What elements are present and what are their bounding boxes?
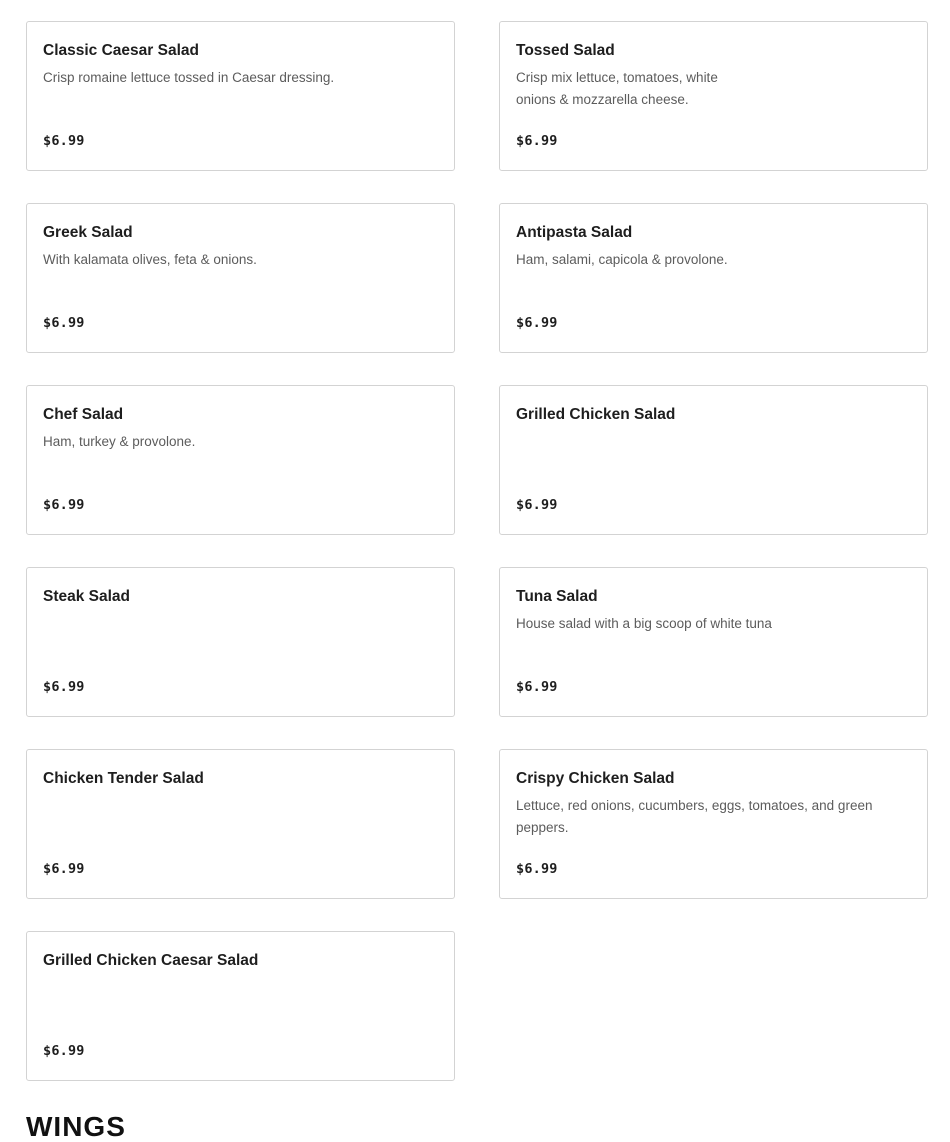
- menu-item-card[interactable]: [499, 385, 928, 535]
- item-price: $6.99: [43, 679, 85, 695]
- item-name: Chicken Tender Salad: [43, 770, 204, 787]
- menu-item-card[interactable]: [26, 21, 455, 171]
- item-price: $6.99: [43, 133, 85, 149]
- item-description: With kalamata olives, feta & onions.: [43, 252, 257, 267]
- item-name: Tuna Salad: [516, 588, 598, 605]
- item-price: $6.99: [43, 861, 85, 877]
- item-price: $6.99: [516, 497, 558, 513]
- item-name: Classic Caesar Salad: [43, 42, 199, 59]
- menu-item-card[interactable]: [26, 749, 455, 899]
- item-description: Ham, turkey & provolone.: [43, 434, 196, 449]
- item-price: $6.99: [516, 679, 558, 695]
- item-price: $6.99: [516, 315, 558, 331]
- item-price: $6.99: [516, 133, 558, 149]
- menu-item-card[interactable]: [26, 385, 455, 535]
- item-price: $6.99: [43, 497, 85, 513]
- menu-item-card[interactable]: [26, 567, 455, 717]
- menu-item-card[interactable]: [26, 931, 455, 1081]
- menu-items-grid: [26, 21, 928, 1081]
- item-name: Greek Salad: [43, 224, 133, 241]
- item-description: Crisp mix lettuce, tomatoes, white onions & mozzarella cheese.: [516, 70, 718, 107]
- item-description: House salad with a big scoop of white tuna: [516, 616, 772, 631]
- item-name: Tossed Salad: [516, 42, 615, 59]
- item-name: Grilled Chicken Caesar Salad: [43, 952, 259, 969]
- item-name: Chef Salad: [43, 406, 124, 423]
- item-name: Antipasta Salad: [516, 224, 633, 241]
- menu-item-card[interactable]: [499, 567, 928, 717]
- item-description: Lettuce, red onions, cucumbers, eggs, tomatoes, and green peppers.: [516, 798, 873, 835]
- menu-item-card[interactable]: [499, 21, 928, 171]
- item-description: Crisp romaine lettuce tossed in Caesar dressing.: [43, 70, 335, 85]
- menu-item-card[interactable]: [499, 749, 928, 899]
- item-name: Steak Salad: [43, 588, 131, 605]
- item-price: $6.99: [43, 1043, 85, 1059]
- item-price: $6.99: [43, 315, 85, 331]
- item-price: $6.99: [516, 861, 558, 877]
- menu-item-card[interactable]: [26, 203, 455, 353]
- item-name: Crispy Chicken Salad: [516, 770, 675, 787]
- section-heading-wings: WINGS: [26, 1111, 126, 1142]
- item-description: Ham, salami, capicola & provolone.: [516, 252, 728, 267]
- menu-item-card[interactable]: [499, 203, 928, 353]
- item-name: Grilled Chicken Salad: [516, 406, 676, 423]
